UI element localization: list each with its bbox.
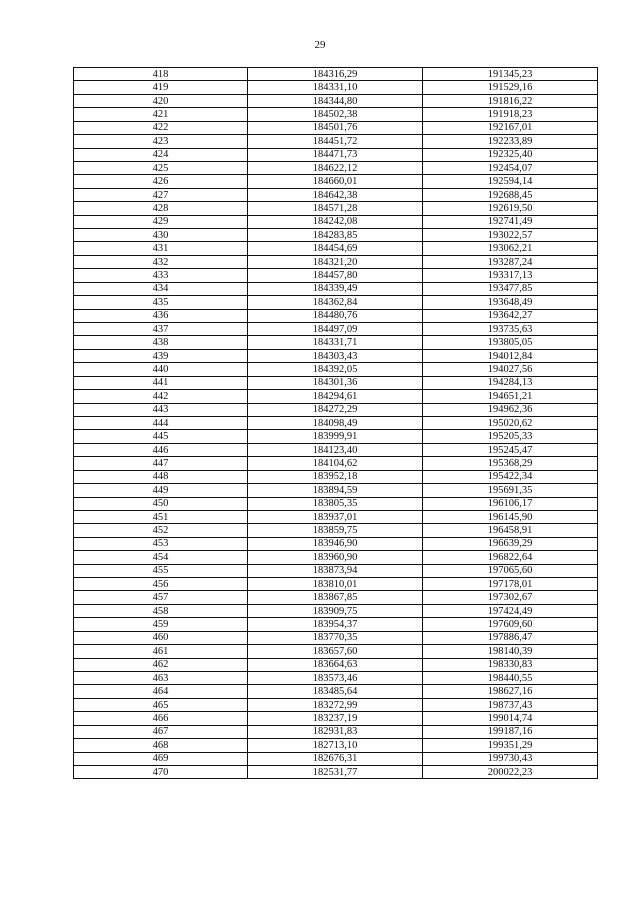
table-row	[74, 578, 598, 591]
x-coordinate-cell: 183960,90	[248, 551, 423, 564]
table-row	[74, 765, 598, 778]
point-number-cell: 433	[74, 269, 248, 282]
x-coordinate-cell: 184362,84	[248, 296, 423, 309]
point-number-cell: 449	[74, 484, 248, 497]
table-row	[74, 645, 598, 658]
point-number-cell: 466	[74, 712, 248, 725]
y-coordinate-cell: 194962,36	[423, 403, 598, 416]
table-row	[74, 296, 598, 309]
point-number-cell: 422	[74, 121, 248, 134]
y-coordinate-cell: 195368,29	[423, 457, 598, 470]
point-number-cell: 452	[74, 524, 248, 537]
y-coordinate-cell: 197178,01	[423, 578, 598, 591]
y-coordinate-cell: 192594,14	[423, 175, 598, 188]
table-row	[74, 94, 598, 107]
point-number-cell: 458	[74, 604, 248, 617]
y-coordinate-cell: 199351,29	[423, 739, 598, 752]
point-number-cell: 421	[74, 108, 248, 121]
y-coordinate-cell: 191918,23	[423, 108, 598, 121]
point-number-cell: 468	[74, 739, 248, 752]
x-coordinate-cell: 184660,01	[248, 175, 423, 188]
table-row	[74, 712, 598, 725]
point-number-cell: 425	[74, 161, 248, 174]
point-number-cell: 419	[74, 81, 248, 94]
point-number-cell: 444	[74, 416, 248, 429]
y-coordinate-cell: 192233,89	[423, 135, 598, 148]
table-row	[74, 202, 598, 215]
y-coordinate-cell: 198330,83	[423, 658, 598, 671]
y-coordinate-cell: 198440,55	[423, 671, 598, 684]
x-coordinate-cell: 183946,90	[248, 537, 423, 550]
table-row	[74, 121, 598, 134]
point-number-cell: 450	[74, 497, 248, 510]
y-coordinate-cell: 192741,49	[423, 215, 598, 228]
x-coordinate-cell: 184344,80	[248, 94, 423, 107]
table-row	[74, 510, 598, 523]
table-row	[74, 390, 598, 403]
table-row	[74, 604, 598, 617]
point-number-cell: 467	[74, 725, 248, 738]
y-coordinate-cell: 197302,67	[423, 591, 598, 604]
y-coordinate-cell: 191816,22	[423, 94, 598, 107]
table-row	[74, 551, 598, 564]
x-coordinate-cell: 184123,40	[248, 443, 423, 456]
x-coordinate-cell: 184321,20	[248, 255, 423, 268]
y-coordinate-cell: 199730,43	[423, 752, 598, 765]
x-coordinate-cell: 183952,18	[248, 470, 423, 483]
table-row	[74, 81, 598, 94]
point-number-cell: 460	[74, 631, 248, 644]
y-coordinate-cell: 192454,07	[423, 161, 598, 174]
y-coordinate-cell: 196106,17	[423, 497, 598, 510]
x-coordinate-cell: 184242,08	[248, 215, 423, 228]
y-coordinate-cell: 195020,62	[423, 416, 598, 429]
table-row	[74, 618, 598, 631]
point-number-cell: 462	[74, 658, 248, 671]
y-coordinate-cell: 193022,57	[423, 229, 598, 242]
x-coordinate-cell: 184301,36	[248, 376, 423, 389]
x-coordinate-cell: 183485,64	[248, 685, 423, 698]
x-coordinate-cell: 184454,69	[248, 242, 423, 255]
y-coordinate-cell: 197424,49	[423, 604, 598, 617]
x-coordinate-cell: 184480,76	[248, 309, 423, 322]
x-coordinate-cell: 184331,10	[248, 81, 423, 94]
y-coordinate-cell: 195422,34	[423, 470, 598, 483]
x-coordinate-cell: 184501,76	[248, 121, 423, 134]
x-coordinate-cell: 183859,75	[248, 524, 423, 537]
y-coordinate-cell: 194651,21	[423, 390, 598, 403]
x-coordinate-cell: 182676,31	[248, 752, 423, 765]
y-coordinate-cell: 196822,64	[423, 551, 598, 564]
coordinates-table	[73, 67, 598, 779]
y-coordinate-cell: 198140,39	[423, 645, 598, 658]
y-coordinate-cell: 192325,40	[423, 148, 598, 161]
point-number-cell: 427	[74, 188, 248, 201]
x-coordinate-cell: 183272,99	[248, 698, 423, 711]
x-coordinate-cell: 183909,75	[248, 604, 423, 617]
point-number-cell: 465	[74, 698, 248, 711]
y-coordinate-cell: 192167,01	[423, 121, 598, 134]
point-number-cell: 426	[74, 175, 248, 188]
point-number-cell: 451	[74, 510, 248, 523]
table-row	[74, 470, 598, 483]
x-coordinate-cell: 183657,60	[248, 645, 423, 658]
x-coordinate-cell: 183999,91	[248, 430, 423, 443]
point-number-cell: 457	[74, 591, 248, 604]
x-coordinate-cell: 183664,63	[248, 658, 423, 671]
point-number-cell: 445	[74, 430, 248, 443]
y-coordinate-cell: 197065,60	[423, 564, 598, 577]
x-coordinate-cell: 183873,94	[248, 564, 423, 577]
x-coordinate-cell: 183867,85	[248, 591, 423, 604]
y-coordinate-cell: 193648,49	[423, 296, 598, 309]
table-row	[74, 685, 598, 698]
point-number-cell: 456	[74, 578, 248, 591]
x-coordinate-cell: 184502,38	[248, 108, 423, 121]
table-row	[74, 457, 598, 470]
x-coordinate-cell: 183573,46	[248, 671, 423, 684]
point-number-cell: 428	[74, 202, 248, 215]
table-row	[74, 282, 598, 295]
y-coordinate-cell: 196145,90	[423, 510, 598, 523]
y-coordinate-cell: 195205,33	[423, 430, 598, 443]
point-number-cell: 453	[74, 537, 248, 550]
table-row	[74, 108, 598, 121]
table-row	[74, 135, 598, 148]
table-row	[74, 323, 598, 336]
table-row	[74, 631, 598, 644]
x-coordinate-cell: 183894,59	[248, 484, 423, 497]
y-coordinate-cell: 194012,84	[423, 349, 598, 362]
y-coordinate-cell: 193062,21	[423, 242, 598, 255]
x-coordinate-cell: 184283,85	[248, 229, 423, 242]
x-coordinate-cell: 183937,01	[248, 510, 423, 523]
x-coordinate-cell: 184339,49	[248, 282, 423, 295]
table-row	[74, 215, 598, 228]
point-number-cell: 440	[74, 363, 248, 376]
y-coordinate-cell: 193477,85	[423, 282, 598, 295]
point-number-cell: 454	[74, 551, 248, 564]
x-coordinate-cell: 184642,38	[248, 188, 423, 201]
x-coordinate-cell: 183237,19	[248, 712, 423, 725]
y-coordinate-cell: 191529,16	[423, 81, 598, 94]
point-number-cell: 437	[74, 323, 248, 336]
x-coordinate-cell: 184471,73	[248, 148, 423, 161]
point-number-cell: 464	[74, 685, 248, 698]
x-coordinate-cell: 184571,28	[248, 202, 423, 215]
x-coordinate-cell: 182713,10	[248, 739, 423, 752]
y-coordinate-cell: 196458,91	[423, 524, 598, 537]
point-number-cell: 420	[74, 94, 248, 107]
point-number-cell: 430	[74, 229, 248, 242]
x-coordinate-cell: 183954,37	[248, 618, 423, 631]
point-number-cell: 469	[74, 752, 248, 765]
point-number-cell: 455	[74, 564, 248, 577]
point-number-cell: 434	[74, 282, 248, 295]
y-coordinate-cell: 197886,47	[423, 631, 598, 644]
y-coordinate-cell: 192688,45	[423, 188, 598, 201]
table-row	[74, 698, 598, 711]
table-row	[74, 416, 598, 429]
point-number-cell: 424	[74, 148, 248, 161]
table-row	[74, 752, 598, 765]
x-coordinate-cell: 182931,83	[248, 725, 423, 738]
table-row	[74, 269, 598, 282]
y-coordinate-cell: 195245,47	[423, 443, 598, 456]
point-number-cell: 429	[74, 215, 248, 228]
x-coordinate-cell: 183810,01	[248, 578, 423, 591]
table-row	[74, 739, 598, 752]
y-coordinate-cell: 197609,60	[423, 618, 598, 631]
point-number-cell: 439	[74, 349, 248, 362]
point-number-cell: 432	[74, 255, 248, 268]
table-row	[74, 255, 598, 268]
y-coordinate-cell: 200022,23	[423, 765, 598, 778]
x-coordinate-cell: 183770,35	[248, 631, 423, 644]
table-row	[74, 229, 598, 242]
table-row	[74, 537, 598, 550]
table-row	[74, 336, 598, 349]
point-number-cell: 438	[74, 336, 248, 349]
x-coordinate-cell: 184392,05	[248, 363, 423, 376]
y-coordinate-cell: 193642,27	[423, 309, 598, 322]
table-row	[74, 242, 598, 255]
point-number-cell: 459	[74, 618, 248, 631]
y-coordinate-cell: 198737,43	[423, 698, 598, 711]
y-coordinate-cell: 192619,50	[423, 202, 598, 215]
y-coordinate-cell: 193287,24	[423, 255, 598, 268]
x-coordinate-cell: 184316,29	[248, 68, 423, 81]
y-coordinate-cell: 196639,29	[423, 537, 598, 550]
table-row	[74, 524, 598, 537]
point-number-cell: 436	[74, 309, 248, 322]
y-coordinate-cell: 199014,74	[423, 712, 598, 725]
point-number-cell: 446	[74, 443, 248, 456]
table-row	[74, 591, 598, 604]
x-coordinate-cell: 184104,62	[248, 457, 423, 470]
table-row	[74, 430, 598, 443]
table-row	[74, 349, 598, 362]
point-number-cell: 418	[74, 68, 248, 81]
y-coordinate-cell: 193317,13	[423, 269, 598, 282]
table-row	[74, 403, 598, 416]
table-row	[74, 671, 598, 684]
x-coordinate-cell: 184272,29	[248, 403, 423, 416]
table-row	[74, 68, 598, 81]
x-coordinate-cell: 184098,49	[248, 416, 423, 429]
table-row	[74, 363, 598, 376]
y-coordinate-cell: 191345,23	[423, 68, 598, 81]
table-row	[74, 161, 598, 174]
y-coordinate-cell: 194027,56	[423, 363, 598, 376]
table-row	[74, 188, 598, 201]
point-number-cell: 431	[74, 242, 248, 255]
table-row	[74, 175, 598, 188]
table-row	[74, 564, 598, 577]
page-number: 29	[314, 39, 326, 51]
x-coordinate-cell: 184451,72	[248, 135, 423, 148]
table-row	[74, 725, 598, 738]
table-row	[74, 376, 598, 389]
x-coordinate-cell: 184303,43	[248, 349, 423, 362]
table-row	[74, 658, 598, 671]
x-coordinate-cell: 184457,80	[248, 269, 423, 282]
x-coordinate-cell: 184622,12	[248, 161, 423, 174]
point-number-cell: 441	[74, 376, 248, 389]
table-row	[74, 148, 598, 161]
x-coordinate-cell: 182531,77	[248, 765, 423, 778]
point-number-cell: 447	[74, 457, 248, 470]
coordinates-table-body	[74, 68, 598, 779]
point-number-cell: 448	[74, 470, 248, 483]
point-number-cell: 461	[74, 645, 248, 658]
x-coordinate-cell: 184497,09	[248, 323, 423, 336]
y-coordinate-cell: 193735,63	[423, 323, 598, 336]
table-row	[74, 497, 598, 510]
point-number-cell: 435	[74, 296, 248, 309]
x-coordinate-cell: 184294,61	[248, 390, 423, 403]
point-number-cell: 442	[74, 390, 248, 403]
y-coordinate-cell: 198627,16	[423, 685, 598, 698]
table-row	[74, 484, 598, 497]
y-coordinate-cell: 193805,05	[423, 336, 598, 349]
x-coordinate-cell: 184331,71	[248, 336, 423, 349]
table-row	[74, 443, 598, 456]
y-coordinate-cell: 199187,16	[423, 725, 598, 738]
point-number-cell: 423	[74, 135, 248, 148]
table-row	[74, 309, 598, 322]
y-coordinate-cell: 195691,35	[423, 484, 598, 497]
y-coordinate-cell: 194284,13	[423, 376, 598, 389]
point-number-cell: 470	[74, 765, 248, 778]
point-number-cell: 463	[74, 671, 248, 684]
point-number-cell: 443	[74, 403, 248, 416]
x-coordinate-cell: 183805,35	[248, 497, 423, 510]
